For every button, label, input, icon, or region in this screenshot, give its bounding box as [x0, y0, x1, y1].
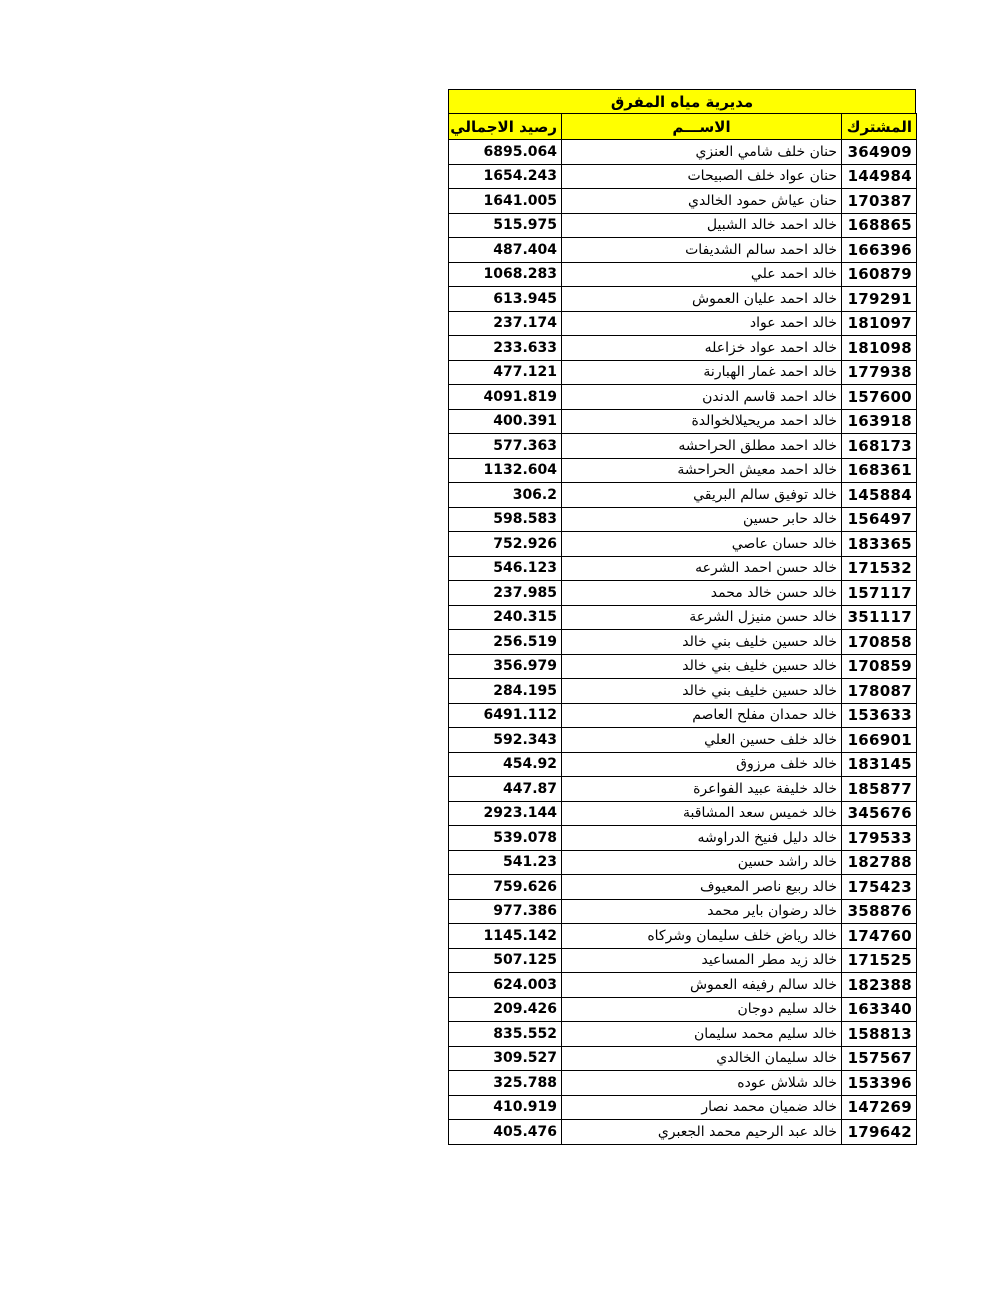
subscriber-name-cell: خالد سليمان الخالدي: [562, 1046, 842, 1071]
subscriber-name-cell: حنان عياش حمود الخالدي: [562, 189, 842, 214]
balance-cell: 613.945: [449, 287, 562, 312]
subscriber-name-cell: خالد احمد علي: [562, 262, 842, 287]
balance-cell: 325.788: [449, 1071, 562, 1096]
balance-cell: 592.343: [449, 728, 562, 753]
subscriber-name-cell: خالد توفيق سالم البريقي: [562, 483, 842, 508]
subscriber-id-cell: 175423: [842, 875, 917, 900]
subscriber-id-cell: 170858: [842, 630, 917, 655]
header-name: الاســـم: [562, 114, 842, 140]
subscriber-name-cell: خالد خميس سعد المشاقبة: [562, 801, 842, 826]
table-row: [449, 801, 917, 826]
spreadsheet: [448, 89, 916, 1145]
subscriber-id-cell: 147269: [842, 1095, 917, 1120]
balance-cell: 1132.604: [449, 458, 562, 483]
subscriber-id-cell: 168173: [842, 434, 917, 459]
balance-cell: 237.985: [449, 581, 562, 606]
header-row: [449, 114, 917, 140]
table-row: [449, 336, 917, 361]
subscriber-name-cell: خالد احمد مطلق الحراحشه: [562, 434, 842, 459]
table-row: [449, 360, 917, 385]
subscriber-name-cell: خالد احمد غمار الهبارنة: [562, 360, 842, 385]
balance-cell: 577.363: [449, 434, 562, 459]
balance-cell: 2923.144: [449, 801, 562, 826]
subscriber-id-cell: 170387: [842, 189, 917, 214]
subscriber-id-cell: 157117: [842, 581, 917, 606]
table-row: [449, 189, 917, 214]
table-row: [449, 434, 917, 459]
table-row: [449, 679, 917, 704]
table-row: [449, 630, 917, 655]
subscriber-name-cell: خالد حابر حسين: [562, 507, 842, 532]
subscriber-id-cell: 364909: [842, 140, 917, 165]
subscribers-table: [448, 113, 917, 1145]
subscriber-name-cell: خالد احمد عواد خزاعله: [562, 336, 842, 361]
subscriber-id-cell: 156497: [842, 507, 917, 532]
subscriber-name-cell: خالد حسين خليف بني خالد: [562, 654, 842, 679]
subscriber-id-cell: 158813: [842, 1022, 917, 1047]
subscriber-name-cell: خالد حمدان مفلح العاصم: [562, 703, 842, 728]
table-row: [449, 654, 917, 679]
balance-cell: 507.125: [449, 948, 562, 973]
balance-cell: 447.87: [449, 777, 562, 802]
subscriber-name-cell: حنان عواد خلف الصبيحات: [562, 164, 842, 189]
balance-cell: 487.404: [449, 238, 562, 263]
table-row: [449, 556, 917, 581]
subscriber-name-cell: خالد حسن احمد الشرعه: [562, 556, 842, 581]
balance-cell: 624.003: [449, 973, 562, 998]
subscriber-name-cell: خالد احمد سالم الشديفات: [562, 238, 842, 263]
subscriber-name-cell: خالد احمد عليان العموش: [562, 287, 842, 312]
subscriber-id-cell: 157600: [842, 385, 917, 410]
subscriber-id-cell: 179291: [842, 287, 917, 312]
balance-cell: 256.519: [449, 630, 562, 655]
subscriber-id-cell: 183365: [842, 532, 917, 557]
balance-cell: 546.123: [449, 556, 562, 581]
balance-cell: 240.315: [449, 605, 562, 630]
balance-cell: 759.626: [449, 875, 562, 900]
subscriber-name-cell: خالد رياض خلف سليمان وشركاه: [562, 924, 842, 949]
table-row: [449, 311, 917, 336]
balance-cell: 306.2: [449, 483, 562, 508]
balance-cell: 977.386: [449, 899, 562, 924]
subscriber-name-cell: خالد حسن منيزل الشرعة: [562, 605, 842, 630]
table-row: [449, 1120, 917, 1145]
subscriber-name-cell: خالد خلف حسين العلي: [562, 728, 842, 753]
subscriber-id-cell: 182788: [842, 850, 917, 875]
table-row: [449, 238, 917, 263]
subscriber-name-cell: خالد خليفة عبيد الفواعرة: [562, 777, 842, 802]
subscriber-id-cell: 153633: [842, 703, 917, 728]
subscriber-id-cell: 181098: [842, 336, 917, 361]
subscriber-id-cell: 145884: [842, 483, 917, 508]
subscriber-id-cell: 181097: [842, 311, 917, 336]
balance-cell: 541.23: [449, 850, 562, 875]
subscriber-name-cell: خالد خلف مرزوق: [562, 752, 842, 777]
table-row: [449, 924, 917, 949]
subscriber-name-cell: خالد سليم محمد سليمان: [562, 1022, 842, 1047]
balance-cell: 6491.112: [449, 703, 562, 728]
subscriber-id-cell: 168865: [842, 213, 917, 238]
table-row: [449, 997, 917, 1022]
table-row: [449, 140, 917, 165]
balance-cell: 405.476: [449, 1120, 562, 1145]
table-row: [449, 973, 917, 998]
subscriber-id-cell: 177938: [842, 360, 917, 385]
table-row: [449, 385, 917, 410]
balance-cell: 1654.243: [449, 164, 562, 189]
subscriber-id-cell: 170859: [842, 654, 917, 679]
table-row: [449, 532, 917, 557]
subscriber-id-cell: 183145: [842, 752, 917, 777]
subscriber-id-cell: 168361: [842, 458, 917, 483]
balance-cell: 309.527: [449, 1046, 562, 1071]
balance-cell: 209.426: [449, 997, 562, 1022]
subscriber-name-cell: حنان خلف شامي العنزي: [562, 140, 842, 165]
subscriber-name-cell: خالد حسان عاصي: [562, 532, 842, 557]
subscriber-id-cell: 160879: [842, 262, 917, 287]
subscriber-name-cell: خالد زيد مطر المساعيد: [562, 948, 842, 973]
subscriber-id-cell: 351117: [842, 605, 917, 630]
table-row: [449, 409, 917, 434]
subscriber-id-cell: 174760: [842, 924, 917, 949]
table-row: [449, 164, 917, 189]
table-row: [449, 875, 917, 900]
balance-cell: 237.174: [449, 311, 562, 336]
balance-cell: 284.195: [449, 679, 562, 704]
subscriber-name-cell: خالد احمد خالد الشبيل: [562, 213, 842, 238]
sheet-title: مديرية مياه المفرق: [448, 89, 916, 113]
table-row: [449, 507, 917, 532]
header-subscriber: المشترك: [842, 114, 917, 140]
balance-cell: 356.979: [449, 654, 562, 679]
balance-cell: 454.92: [449, 752, 562, 777]
table-row: [449, 1071, 917, 1096]
subscriber-name-cell: خالد سالم رفيفه العموش: [562, 973, 842, 998]
balance-cell: 539.078: [449, 826, 562, 851]
table-row: [449, 458, 917, 483]
balance-cell: 835.552: [449, 1022, 562, 1047]
subscriber-id-cell: 179642: [842, 1120, 917, 1145]
subscriber-id-cell: 144984: [842, 164, 917, 189]
balance-cell: 4091.819: [449, 385, 562, 410]
subscriber-name-cell: خالد شلاش عوده: [562, 1071, 842, 1096]
table-row: [449, 605, 917, 630]
balance-cell: 515.975: [449, 213, 562, 238]
subscriber-id-cell: 163918: [842, 409, 917, 434]
subscriber-name-cell: خالد احمد عواد: [562, 311, 842, 336]
table-row: [449, 213, 917, 238]
table-row: [449, 483, 917, 508]
subscriber-name-cell: خالد حسن خالد محمد: [562, 581, 842, 606]
subscriber-name-cell: خالد ضميان محمد نصار: [562, 1095, 842, 1120]
table-row: [449, 287, 917, 312]
subscriber-id-cell: 178087: [842, 679, 917, 704]
subscriber-id-cell: 157567: [842, 1046, 917, 1071]
table-row: [449, 850, 917, 875]
table-row: [449, 899, 917, 924]
subscriber-id-cell: 171525: [842, 948, 917, 973]
subscriber-name-cell: خالد احمد معيش الحراحشة: [562, 458, 842, 483]
balance-cell: 477.121: [449, 360, 562, 385]
subscriber-name-cell: خالد رضوان باير محمد: [562, 899, 842, 924]
subscriber-id-cell: 153396: [842, 1071, 917, 1096]
subscriber-id-cell: 171532: [842, 556, 917, 581]
balance-cell: 598.583: [449, 507, 562, 532]
subscriber-id-cell: 182388: [842, 973, 917, 998]
table-row: [449, 752, 917, 777]
subscriber-id-cell: 166396: [842, 238, 917, 263]
subscriber-name-cell: خالد سليم دوجان: [562, 997, 842, 1022]
subscriber-name-cell: خالد دليل فنيخ الدراوشه: [562, 826, 842, 851]
table-row: [449, 1022, 917, 1047]
table-row: [449, 581, 917, 606]
table-row: [449, 948, 917, 973]
subscriber-name-cell: خالد احمد قاسم الدندن: [562, 385, 842, 410]
subscriber-name-cell: خالد حسين خليف بني خالد: [562, 679, 842, 704]
header-balance: رصيد الاجمالي: [449, 114, 562, 140]
balance-cell: 410.919: [449, 1095, 562, 1120]
balance-cell: 233.633: [449, 336, 562, 361]
balance-cell: 400.391: [449, 409, 562, 434]
table-row: [449, 777, 917, 802]
subscriber-name-cell: خالد احمد مريحيلالخوالدة: [562, 409, 842, 434]
subscriber-id-cell: 166901: [842, 728, 917, 753]
subscriber-id-cell: 185877: [842, 777, 917, 802]
table-row: [449, 262, 917, 287]
table-row: [449, 1046, 917, 1071]
subscriber-id-cell: 179533: [842, 826, 917, 851]
table-row: [449, 703, 917, 728]
subscriber-id-cell: 345676: [842, 801, 917, 826]
subscriber-name-cell: خالد راشد حسين: [562, 850, 842, 875]
balance-cell: 1641.005: [449, 189, 562, 214]
balance-cell: 752.926: [449, 532, 562, 557]
balance-cell: 1145.142: [449, 924, 562, 949]
subscriber-name-cell: خالد عبد الرحيم محمد الجعبري: [562, 1120, 842, 1145]
subscriber-id-cell: 163340: [842, 997, 917, 1022]
subscriber-name-cell: خالد حسين خليف بني خالد: [562, 630, 842, 655]
table-row: [449, 728, 917, 753]
balance-cell: 1068.283: [449, 262, 562, 287]
balance-cell: 6895.064: [449, 140, 562, 165]
table-row: [449, 826, 917, 851]
table-row: [449, 1095, 917, 1120]
subscriber-id-cell: 358876: [842, 899, 917, 924]
subscriber-name-cell: خالد ربيع ناصر المعيوف: [562, 875, 842, 900]
